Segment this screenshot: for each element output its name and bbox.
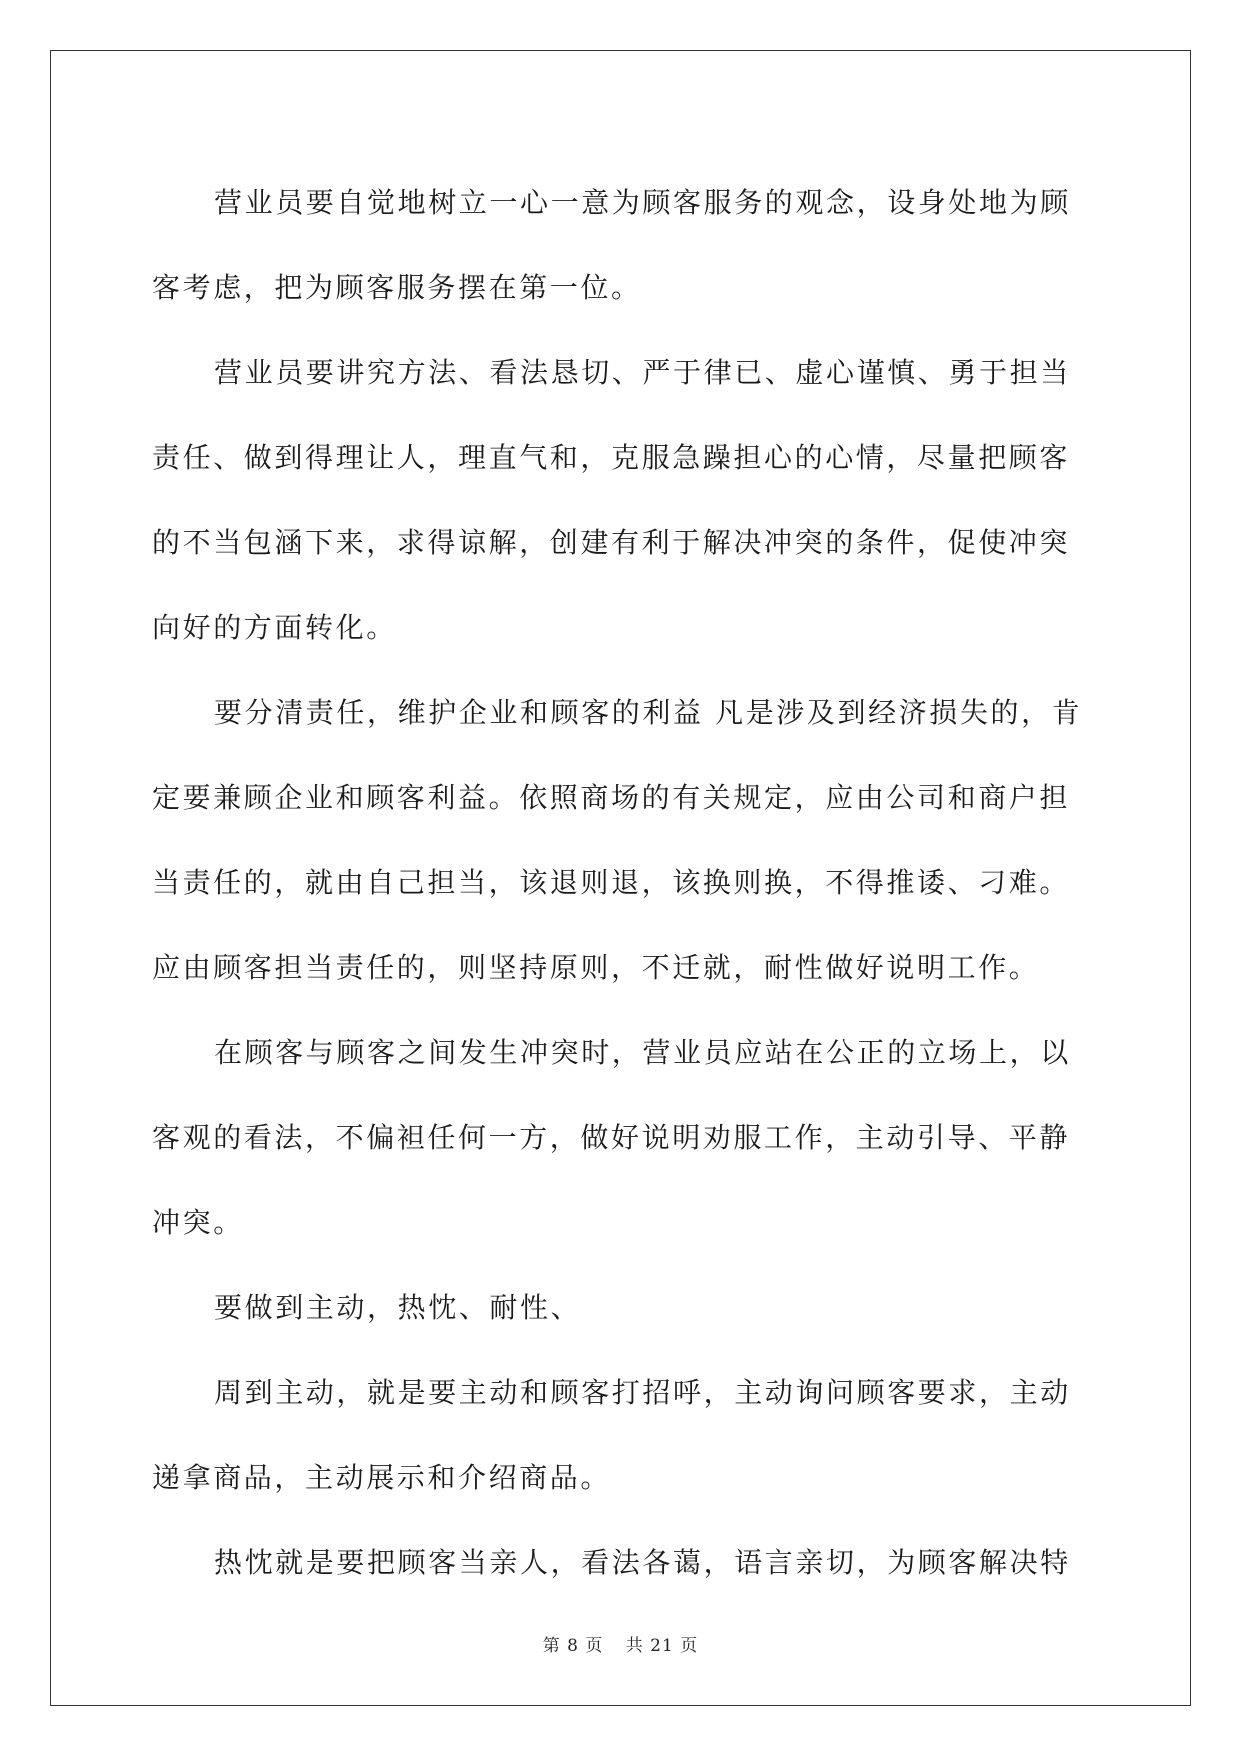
paragraph-line: 要分清责任，维护企业和顾客的利益 凡是涉及到经济损失的，肯	[214, 696, 1083, 729]
paragraph-5	[152, 1265, 1092, 1350]
paragraph-line: 向好的方面转化。	[152, 611, 397, 644]
page-number-total: 共 21 页	[625, 1636, 699, 1656]
paragraph-line: 冲突。	[152, 1206, 244, 1239]
paragraph-1	[152, 160, 1092, 330]
document-body	[152, 160, 1092, 1605]
paragraph-line: 的不当包涵下来，求得谅解，创建有利于解决冲突的条件，促使冲突	[152, 526, 1071, 559]
paragraph-line: 定要兼顾企业和顾客利益。依照商场的有关规定，应由公司和商户担	[152, 781, 1071, 814]
page-footer	[0, 1631, 1241, 1656]
paragraph-line: 客考虑，把为顾客服务摆在第一位。	[152, 271, 642, 304]
paragraph-line: 营业员要自觉地树立一心一意为顾客服务的观念，设身处地为顾	[214, 186, 1071, 219]
paragraph-line: 营业员要讲究方法、看法恳切、严于律已、虚心谨慎、勇于担当	[214, 356, 1071, 389]
paragraph-line: 要做到主动，热忱、耐性、	[214, 1291, 582, 1324]
paragraph-line: 客观的看法，不偏袒任何一方，做好说明劝服工作，主动引导、平静	[152, 1121, 1071, 1154]
paragraph-line: 递拿商品，主动展示和介绍商品。	[152, 1461, 612, 1494]
paragraph-7	[152, 1520, 1092, 1605]
paragraph-line: 当责任的，就由自己担当，该退则退，该换则换，不得推诿、刁难。	[152, 866, 1071, 899]
paragraph-line: 在顾客与顾客之间发生冲突时，营业员应站在公正的立场上，以	[214, 1036, 1071, 1069]
paragraph-line: 应由顾客担当责任的，则坚持原则，不迁就，耐性做好说明工作。	[152, 951, 1040, 984]
paragraph-2	[152, 330, 1092, 670]
paragraph-line: 责任、做到得理让人，理直气和，克服急躁担心的心情，尽量把顾客	[152, 441, 1071, 474]
paragraph-line: 热忱就是要把顾客当亲人，看法各蔼，语言亲切，为顾客解决特	[214, 1546, 1071, 1579]
paragraph-line: 周到主动，就是要主动和顾客打招呼，主动询问顾客要求，主动	[214, 1376, 1071, 1409]
paragraph-3	[152, 670, 1092, 1010]
page-number-current: 第 8 页	[542, 1636, 604, 1656]
paragraph-6	[152, 1350, 1092, 1520]
paragraph-4	[152, 1010, 1092, 1265]
